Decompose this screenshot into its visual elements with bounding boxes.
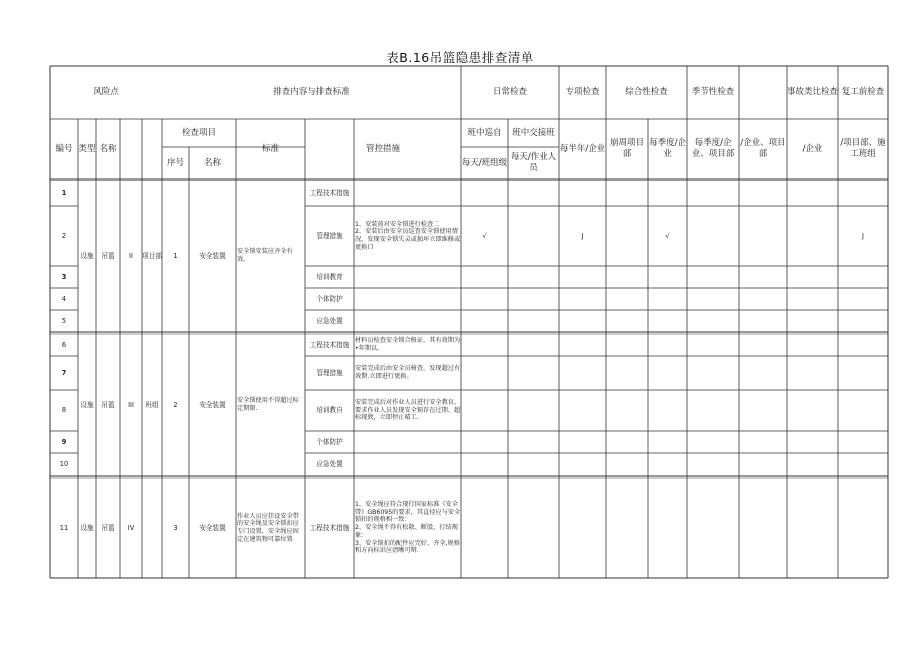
header-standard: 标准 <box>261 143 279 154</box>
row-number: 6 <box>61 340 67 349</box>
control-measure-type: 管理措施 <box>316 368 343 377</box>
header-risk-point: 风险点 <box>93 87 119 98</box>
header-enterprise: /企业 <box>802 143 823 154</box>
header-comprehensive-check: 综合性检查 <box>625 87 668 98</box>
document-title: 表B.16吊篮隐患排查清单 <box>386 50 534 65</box>
check-standard: 安全锁安装应齐全有效。 <box>237 248 293 263</box>
check-mark: √ <box>665 231 670 240</box>
risk-level: III <box>128 400 134 409</box>
control-measure-content <box>354 266 461 288</box>
control-measure-content <box>354 288 461 310</box>
header-seq: 序号 <box>166 157 184 168</box>
control-measure-content: 安装完成后由安全员椅查，发现超过有效期.立即进行更换。 <box>355 365 461 380</box>
header-type: 类型 <box>78 143 96 154</box>
check-item-seq: 3 <box>173 523 178 532</box>
control-measure-type: 管理措施 <box>316 231 343 240</box>
header-check-content: 排查内容与排查标准 <box>273 87 350 98</box>
header-project-team: /项目部、施工班组 <box>840 138 886 159</box>
row-number: 4 <box>61 294 67 303</box>
control-measure-content <box>354 310 461 332</box>
risk-level: IV <box>127 523 135 532</box>
header-control-measures: 管控措施 <box>365 143 400 154</box>
control-measure-content <box>354 180 461 206</box>
control-measure-content: 安装完成后对作业人员进行安全教育，要求作业人员发现安全锁存在过期、超标现敦，立即停止晴工. <box>355 398 461 422</box>
control-measure-type: 个体防护 <box>316 294 343 303</box>
header-semiannual: 每半年/企业 <box>559 143 606 154</box>
control-measure-type: 工程技术措施 <box>309 340 350 349</box>
risk-level: II <box>129 251 133 260</box>
risk-type: 设施 <box>80 400 94 409</box>
control-measure-type: 应急处置 <box>316 460 343 469</box>
row-number: 8 <box>61 406 67 415</box>
responsible-unit: 班组 <box>145 400 159 409</box>
row-number: 3 <box>61 272 67 281</box>
row-number: 7 <box>61 368 67 377</box>
control-measure-content <box>354 453 461 476</box>
control-measure-content: 1、安全绳应符合现行国家标准《安全带》GB6095的要求，其直径应与安全锁扣的规格相一致： 2、安全绳不得有松散、断股，打结现象： 3、安全锁扣的配件应完好、齐全,规格和方向标识应清晰可辩. <box>355 500 461 555</box>
header-daily-team: 每天/班组级 <box>461 157 508 168</box>
header-no: 编号 <box>55 143 73 154</box>
row-number: 1 <box>61 188 67 197</box>
row-number: 2 <box>61 231 67 240</box>
header-seasonal-check: 季节性检查 <box>691 87 735 98</box>
check-mark: √ <box>482 231 487 240</box>
header-enterprise-project: /企业、项目部 <box>740 138 786 159</box>
control-measure-type: 工程技术措施 <box>309 188 350 197</box>
check-standard: 安全锁使用不得超过标定期限. <box>237 397 299 412</box>
header-item-name: 名称 <box>203 157 221 168</box>
header-special-check: 专项检查 <box>565 87 600 98</box>
check-mark: J <box>862 231 864 240</box>
risk-name: 吊篮 <box>101 523 115 532</box>
header-biweekly: 崩周项目部 <box>609 138 644 159</box>
header-shift-patrol: 班中巡自 <box>467 127 502 138</box>
control-measure-type: 个体防护 <box>316 437 343 446</box>
check-item-name: 安全装置 <box>199 523 226 532</box>
header-quarterly: 每季度/企业 <box>649 138 686 159</box>
check-item-name: 安全装置 <box>199 400 226 409</box>
risk-type: 设施 <box>80 523 94 532</box>
row-number: 5 <box>61 316 67 325</box>
control-measure-content <box>354 431 461 453</box>
header-shift-handover: 班中交接班 <box>512 127 555 138</box>
control-measure-content: 1、安装前对安全锁进行检查二 2、安装后由安全员巡查安全锁使用情况，发现安全锁失灵或损坏立即维修或更换口 <box>355 220 461 251</box>
risk-name: 吊篮 <box>101 251 115 260</box>
responsible-unit: 项目部 <box>142 251 162 260</box>
check-mark: J <box>581 231 584 240</box>
check-item-name: 安全装置 <box>199 251 226 260</box>
control-measure-type: 培训教自 <box>316 406 343 415</box>
control-measure-type: 培训教育 <box>316 272 343 281</box>
row-number: 11 <box>59 523 69 532</box>
control-measure-type: 工程技术措施 <box>309 523 350 532</box>
control-measure-content: 材料员检查安全锁合格证，其有效期为•年期以. <box>355 337 461 352</box>
header-check-item: 检查项目 <box>181 127 216 138</box>
header-accident-check: 事故类比检查 <box>787 87 838 98</box>
row-number: 10 <box>59 460 69 469</box>
header-resume-check: 复工前检查 <box>841 87 885 98</box>
row-number: 9 <box>61 437 67 446</box>
header-quarterly-project: 每季度/企业、项目部 <box>691 138 735 159</box>
header-name: 名称 <box>99 143 117 154</box>
control-measure-type: 应急处置 <box>316 316 343 325</box>
risk-type: 设施 <box>80 251 94 260</box>
header-daily-check: 日常检查 <box>492 87 527 98</box>
header-daily-worker: 每天/作业人员 <box>510 152 557 173</box>
check-item-seq: 2 <box>173 400 178 409</box>
check-item-seq: 1 <box>173 251 178 260</box>
check-standard: 作业人员应挂设安全带的安全绳及安全锁扣应专门设置，安全绳应固定在建筑物可靠位置 <box>237 512 299 543</box>
risk-name: 吊篮 <box>101 400 115 409</box>
